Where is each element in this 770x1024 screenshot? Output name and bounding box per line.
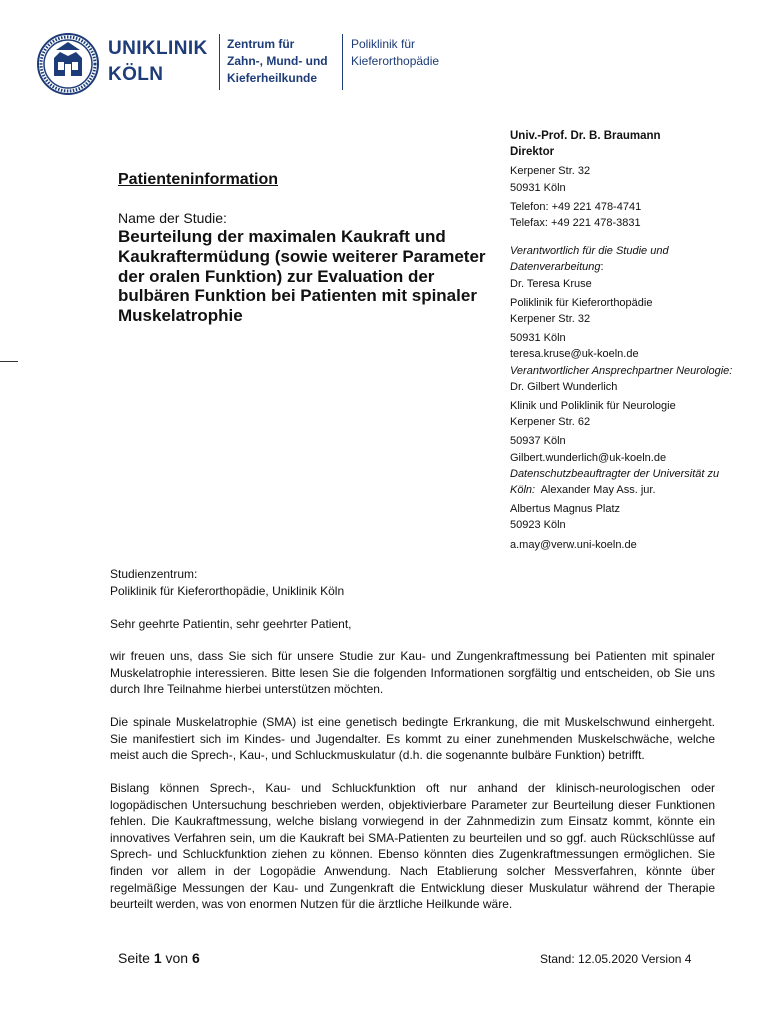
fax: Telefax: +49 221 478-3831 xyxy=(510,217,641,230)
responsible-label-colon: : xyxy=(600,261,604,274)
neuro-label: Verantwortlicher Ansprechpartner Neurologie: xyxy=(510,364,733,377)
clinic-line-1: Poliklinik für xyxy=(351,37,416,51)
dpo-line xyxy=(510,482,760,498)
header-divider xyxy=(219,34,220,90)
responsible-street: Kerpener Str. 32 xyxy=(510,313,591,326)
paragraph-sma: Die spinale Muskelatrophie (SMA) ist eine genetisch bedingte Erkrankung, die mit Muskelschwund einhergeht. Sie manifestiert sich im Kindes- und Jugendalter. Es kommt zu einer zunehmenden Muskelschwäche, welche meist auch die Sprech-, Kau-, und Schluckmuskulatur (d.h. die sogenannte bulbäre Funktion) betrifft. xyxy=(110,715,715,763)
study-title-line: der oralen Funktion) zur Evaluation der xyxy=(118,266,435,286)
dpo-email[interactable]: a.may@verw.uni-koeln.de xyxy=(510,538,637,551)
study-name-label: Name der Studie: xyxy=(118,210,227,226)
responsible-label-line2 xyxy=(510,259,760,275)
brand-line-2: KÖLN xyxy=(108,64,164,85)
page-word: Seite xyxy=(118,950,150,966)
neuro-city: 50937 Köln xyxy=(510,435,566,448)
contact-column xyxy=(510,128,760,553)
dpo-label-2: Köln: xyxy=(510,484,536,497)
neuro-email[interactable]: Gilbert.wunderlich@uk-koeln.de xyxy=(510,451,667,464)
paragraph-intro: wir freuen uns, dass Sie sich für unsere Studie zur Kau- und Zungenkraftmessung bei Patienten mit spinaler Muskelatrophie interessieren. Bitte lesen Sie die folgenden Informationen sorgfältig und entscheiden, ob Sie uns durch Ihre Teilnahme hierbei unterstützen möchten. xyxy=(110,649,715,697)
dpo-name: Alexander May Ass. jur. xyxy=(540,484,656,497)
brand-line-1: UNIKLINIK xyxy=(108,38,208,59)
page-of: von xyxy=(165,950,189,966)
paragraph-measurement: Bislang können Sprech-, Kau- und Schluckfunktion oft nur anhand der klinisch-neurologischen oder logopädischen Untersuchung beschrieben werden, objektivierbare Parameter zur Beurteilung dieser Funktionen fehlen. Die Kaukraftmessung, welche bislang vorwiegend in der Zahnmedizin zum Einsatz kommt, könnte ein innovatives Verfahren sein, um die Kaukraft bei SMA-Patienten zu beurteilen und so ggf. auch Rückschlüsse auf Sprech- und Schluckfunktion ziehen zu können. Ebenso könnten dies Zugenkraftmessungen ermöglichen. Sie finden vor allem in der Logopädie Anwendung. Nach Etablierung solcher Messverfahren, könnte über regelmäßige Messungen der Kau- und Zungenkraft die Entwicklung dieser Muskulatur während der Therapie beurteilt werden, was von enormen Nutzen für die ärztliche Heilkunde wäre. xyxy=(110,781,715,912)
salutation: Sehr geehrte Patientin, sehr geehrter Patient, xyxy=(110,617,352,631)
study-center xyxy=(110,566,715,599)
neuro-clinic: Klinik und Poliklinik für Neurologie xyxy=(510,400,676,413)
page-current: 1 xyxy=(153,950,162,966)
address-street: Kerpener Str. 32 xyxy=(510,165,591,178)
dept-line-3: Kieferheilkunde xyxy=(227,71,318,85)
responsible-label: Verantwortlich für die Studie und xyxy=(510,245,669,258)
study-title-line: Muskelatrophie xyxy=(118,306,243,326)
responsible-name: Dr. Teresa Kruse xyxy=(510,277,592,290)
brand-wordmark xyxy=(108,36,218,88)
clinic-line-2: Kieferorthopädie xyxy=(351,54,440,68)
address-city: 50931 Köln xyxy=(510,181,566,194)
clinic-name xyxy=(351,36,481,70)
phone: Telefon: +49 221 478-4741 xyxy=(510,200,642,213)
responsible-email[interactable]: teresa.kruse@uk-koeln.de xyxy=(510,348,639,361)
page-total: 6 xyxy=(191,950,200,966)
neuro-street: Kerpener Str. 62 xyxy=(510,416,591,429)
margin-fold-mark xyxy=(0,361,18,362)
department-name xyxy=(227,36,347,87)
dpo-label: Datenschutzbeauftragter der Universität zu xyxy=(510,467,720,480)
study-title-line: Beurteilung der maximalen Kaukraft und xyxy=(118,227,446,246)
study-title-line: bulbären Funktion bei Patienten mit spinaler xyxy=(118,286,477,306)
page-title: Patienteninformation xyxy=(118,171,279,188)
study-center-label: Studienzentrum: xyxy=(110,567,198,581)
dept-line-1: Zentrum für xyxy=(227,37,295,51)
header-divider xyxy=(342,34,343,90)
director-name: Univ.-Prof. Dr. B. Braumann xyxy=(510,130,661,142)
version-stamp: Stand: 12.05.2020 Version 4 xyxy=(540,952,692,966)
university-seal-logo xyxy=(36,32,100,96)
director-title: Direktor xyxy=(510,146,555,159)
study-center-name: Poliklinik für Kieferorthopädie, Uniklinik Köln xyxy=(110,583,345,598)
dpo-city: 50923 Köln xyxy=(510,519,566,532)
dept-line-2: Zahn-, Mund- und xyxy=(227,54,328,68)
responsible-city: 50931 Köln xyxy=(510,332,566,345)
neuro-name: Dr. Gilbert Wunderlich xyxy=(510,380,618,393)
study-title xyxy=(118,227,518,326)
dpo-street: Albertus Magnus Platz xyxy=(510,503,621,516)
responsible-clinic: Poliklinik für Kieferorthopädie xyxy=(510,296,653,309)
responsible-label-2: Datenverarbeitung xyxy=(510,261,601,274)
study-title-line: Kaukraftermüdung (sowie weiterer Parameter xyxy=(118,246,486,266)
page-number xyxy=(118,950,200,966)
